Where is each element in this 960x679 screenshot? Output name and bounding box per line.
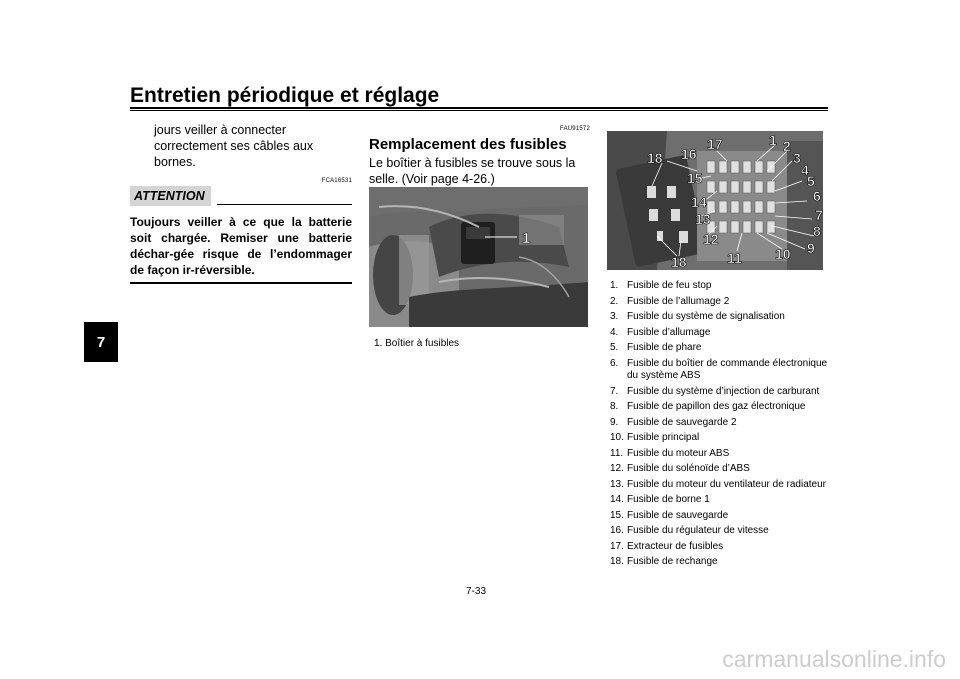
callout-14: 14: [691, 194, 707, 210]
legend-item: [610, 327, 830, 340]
legend-text: Fusible du solénoïde d’ABS: [627, 463, 750, 474]
callout-16: 16: [681, 146, 697, 162]
title-rule: [130, 107, 828, 109]
legend-text: Fusible de sauvegarde: [627, 509, 729, 521]
legend-num: 13.: [610, 478, 624, 490]
legend-text: Fusible principal: [627, 432, 700, 443]
legend-text: Fusible de borne 1: [627, 494, 710, 505]
legend-item: [610, 448, 830, 461]
legend-text: Fusible du système d’injection de carburant: [627, 385, 820, 397]
watermark[interactable]: carmanualsonline.info: [722, 646, 946, 672]
callout-2: 2: [783, 138, 791, 154]
legend-item: [610, 280, 830, 293]
fuse-legend: [610, 280, 830, 572]
legend-text: Fusible d’allumage: [627, 326, 711, 338]
callout-13: 13: [695, 211, 711, 227]
section-code: FAU91572: [560, 126, 590, 132]
legend-text: Fusible de sauvegarde 2: [627, 416, 737, 428]
legend-num: 12.: [610, 463, 624, 474]
callout-4: 4: [801, 162, 809, 178]
photo-caption: 1. Boîtier à fusibles: [374, 338, 460, 349]
legend-text: Fusible de l’allumage 2: [627, 295, 730, 307]
callout-18-bottom: 18: [671, 254, 687, 270]
callout-3: 3: [793, 150, 801, 166]
legend-item: [610, 386, 830, 399]
intro-text: jours veiller à connecter correctement ses câbles aux bornes.: [154, 123, 314, 169]
legend-num: 3.: [610, 311, 619, 322]
legend-num: 18.: [610, 556, 624, 567]
legend-text: Fusible du régulateur de vitesse: [627, 525, 769, 536]
legend-text: Fusible du système de signalisation: [627, 311, 785, 322]
attention-rule: [217, 204, 352, 205]
callout-1: 1: [769, 132, 777, 148]
attention-badge: ATTENTION: [130, 186, 211, 206]
legend-text: Fusible de rechange: [627, 556, 718, 567]
legend-num: 8.: [610, 401, 619, 412]
legend-item: [610, 494, 830, 507]
legend-item: [610, 296, 830, 309]
legend-num: 2.: [610, 295, 619, 307]
legend-num: 15.: [610, 509, 624, 521]
callout-12: 12: [703, 231, 719, 247]
legend-num: 14.: [610, 494, 624, 505]
legend-num: 10.: [610, 432, 624, 443]
attention-header: [130, 186, 352, 206]
legend-item: [610, 358, 830, 383]
legend-text: Fusible du moteur ABS: [627, 447, 730, 459]
section-title: Remplacement des fusibles: [369, 136, 567, 153]
legend-num: 16.: [610, 525, 624, 536]
callout-8: 8: [813, 223, 821, 239]
callout-6: 6: [813, 188, 821, 204]
section-body: Le boîtier à fusibles se trouve sous la selle. (Voir page 4-26.): [369, 156, 576, 186]
middle-column: [369, 126, 590, 187]
legend-num: 4.: [610, 326, 619, 338]
fuse-box-diagram-photo: [607, 131, 823, 270]
legend-item: [610, 311, 830, 324]
legend-num: 6.: [610, 357, 619, 369]
legend-text: Fusible du boîtier de commande électronique du système ABS: [627, 357, 828, 381]
legend-num: 7.: [610, 385, 619, 397]
attention-text: Toujours veiller à ce que la batterie soit chargée. Remiser une batterie déchar-gée risque de l’endommager de façon ir-réversible.: [130, 215, 352, 277]
legend-item: [610, 541, 830, 554]
callout-11: 11: [727, 250, 742, 266]
page-number: 7-33: [466, 586, 487, 597]
legend-num: 11.: [610, 447, 624, 459]
left-column: [130, 122, 352, 284]
callout-9: 9: [807, 240, 815, 256]
attention-code: FCA16531: [321, 178, 352, 184]
callout-17: 17: [707, 136, 723, 152]
legend-num: 9.: [610, 416, 619, 428]
legend-num: 1.: [610, 280, 619, 291]
legend-num: 5.: [610, 342, 619, 353]
legend-item: [610, 417, 830, 430]
legend-text: Fusible de feu stop: [627, 280, 712, 291]
legend-text: Fusible de papillon des gaz électronique: [627, 401, 806, 412]
legend-item: [610, 510, 830, 523]
legend-text: Fusible de phare: [627, 342, 702, 353]
legend-text: Extracteur de fusibles: [627, 540, 724, 552]
title-rule-thin: [130, 110, 828, 111]
legend-item: [610, 479, 830, 492]
callout-7: 7: [815, 207, 823, 223]
legend-text: Fusible du moteur du ventilateur de radiateur: [627, 478, 827, 490]
attention-bottom-rule: [130, 282, 352, 284]
legend-item: [610, 463, 830, 476]
legend-item: [610, 432, 830, 445]
legend-item: [610, 401, 830, 414]
legend-item: [610, 525, 830, 538]
callout-18-top: 18: [647, 150, 663, 166]
legend-item: [610, 342, 830, 355]
photo-callout-1: 1: [522, 230, 531, 247]
callout-15: 15: [687, 170, 703, 186]
chapter-tab[interactable]: 7: [84, 322, 118, 362]
page-title: Entretien périodique et réglage: [130, 84, 440, 107]
callout-10: 10: [775, 246, 791, 262]
legend-num: 17.: [610, 540, 624, 552]
legend-item: [610, 556, 830, 569]
callout-5: 5: [807, 173, 815, 189]
fuse-box-location-photo: [369, 187, 588, 327]
